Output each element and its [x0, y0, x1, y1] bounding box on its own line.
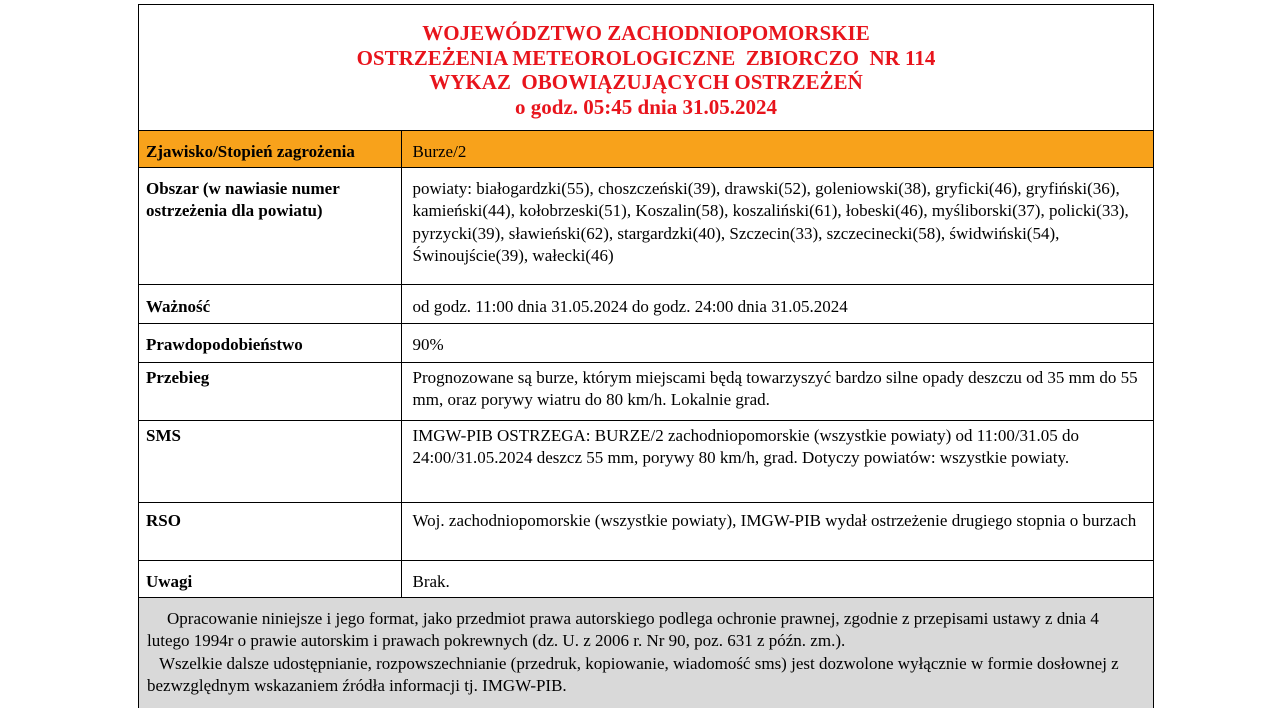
area-value: powiaty: białogardzki(55), choszczeński(39), drawski(52), goleniowski(38), gryficki(46), gryfiński(36), kamieński(44), kołobrzeski(51), Koszalin(58), koszaliński(61), łobeski(46), myśliborski(37), policki(33), pyrzycki(39), sławieński(62), stargardzki(40), Szczecin(33), szczecinecki(58), świdwiński(54), Świnoujście(39), wałecki(46) [401, 167, 1153, 284]
notes-value: Brak. [401, 560, 1153, 597]
area-label: Obszar (w nawiasie numer ostrzeżenia dla powiatu) [139, 167, 401, 284]
validity-value: od godz. 11:00 dnia 31.05.2024 do godz. 24:00 dnia 31.05.2024 [401, 284, 1153, 323]
notes-label: Uwagi [139, 560, 401, 597]
distribution-paragraph: Wszelkie dalsze udostępnianie, rozpowszechnianie (przedruk, kopiowanie, wiadomość sms) jest dozwolone wyłącznie w formie dosłownej z bezwzględnym wskazaniem źródła informacji tj. IMGW-PIB. [147, 653, 1119, 695]
header-bulletin-title: OSTRZEŻENIA METEOROLOGICZNE ZBIORCZO NR 114 [356, 45, 936, 70]
probability-label: Prawdopodobieństwo [139, 323, 401, 362]
table-row-notes [139, 560, 1153, 597]
table-row-course [139, 362, 1153, 420]
copyright-footer [139, 598, 1153, 708]
probability-value: 90% [401, 323, 1153, 362]
table-row-probability [139, 323, 1153, 362]
table-row-sms [139, 420, 1153, 502]
course-label: Przebieg [139, 362, 401, 420]
header-list-title: WYKAZ OBOWIĄZUJĄCYCH OSTRZEŻEŃ [429, 70, 863, 94]
header-issue-time: o godz. 05:45 dnia 31.05.2024 [515, 94, 777, 119]
sms-label: SMS [139, 420, 401, 502]
warning-table [139, 131, 1153, 598]
table-row-rso [139, 502, 1153, 560]
rso-value: Woj. zachodniopomorskie (wszystkie powiaty), IMGW-PIB wydał ostrzeżenie drugiego stopnia o burzach [401, 502, 1153, 560]
hazard-value: Burze/2 [401, 131, 1153, 167]
hazard-label: Zjawisko/Stopień zagrożenia [139, 131, 401, 167]
rso-label: RSO [139, 502, 401, 560]
table-row-area [139, 167, 1153, 284]
table-row-hazard [139, 131, 1153, 167]
sms-value: IMGW-PIB OSTRZEGA: BURZE/2 zachodniopomorskie (wszystkie powiaty) od 11:00/31.05 do 24:00/31.05.2024 deszcz 55 mm, porywy 80 km/h, grad. Dotyczy powiatów: wszystkie powiaty. [401, 420, 1153, 502]
table-row-validity [139, 284, 1153, 323]
header-region-title: WOJEWÓDZTWO ZACHODNIOPOMORSKIE [422, 21, 870, 45]
course-value: Prognozowane są burze, którym miejscami będą towarzyszyć bardzo silne opady deszczu od 35 mm do 55 mm, oraz porywy wiatru do 80 km/h. Lokalnie grad. [401, 362, 1153, 420]
copyright-paragraph: Opracowanie niniejsze i jego format, jako przedmiot prawa autorskiego podlega ochronie prawnej, zgodnie z przepisami ustawy z dnia 4 lutego 1994r o prawie autorskim i prawach pokrewnych (dz. U. z 2006 r. Nr 90, poz. 631 z późn. zm.). [147, 608, 1099, 650]
document-header [139, 5, 1153, 131]
warning-document [138, 4, 1154, 708]
validity-label: Ważność [139, 284, 401, 323]
